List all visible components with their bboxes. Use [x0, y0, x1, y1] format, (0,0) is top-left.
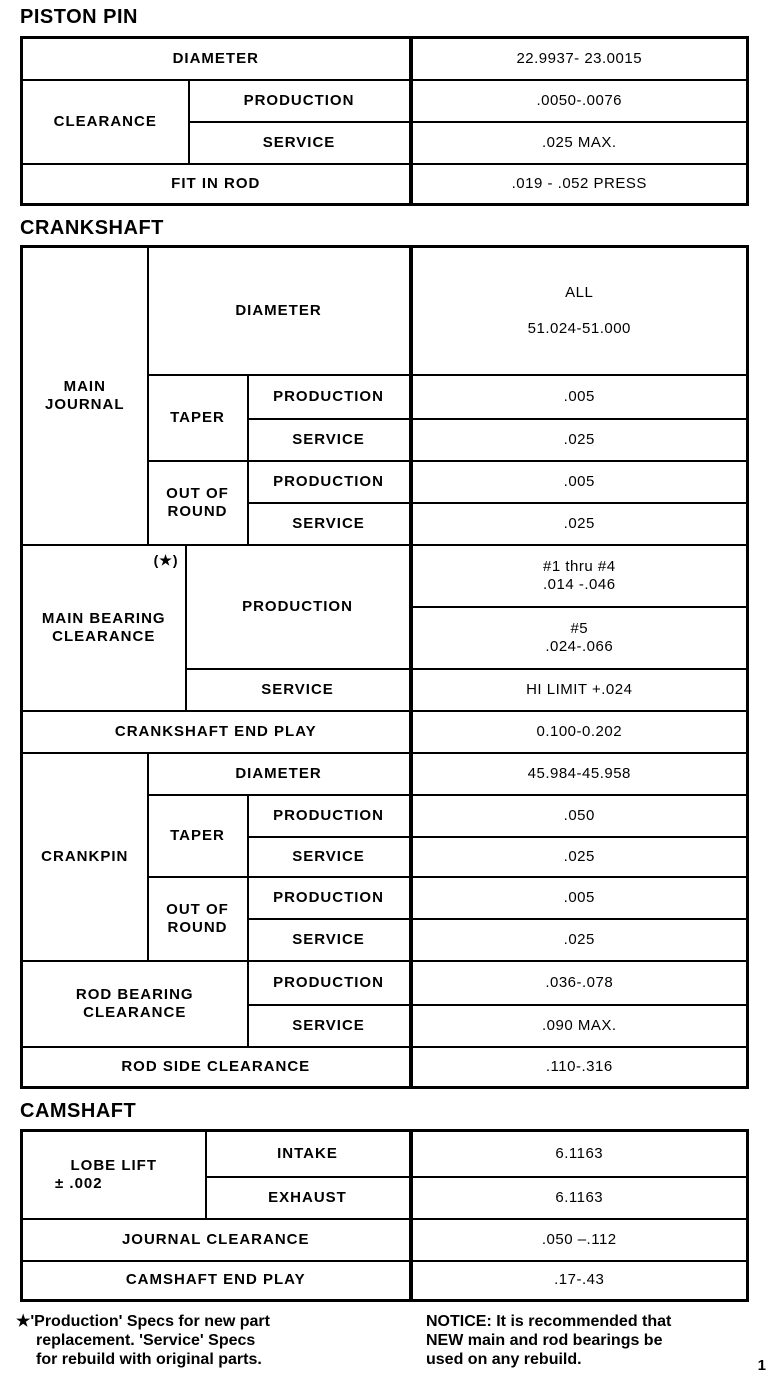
- exhaust-label: EXHAUST: [206, 1177, 411, 1219]
- star-marker: (★): [153, 551, 179, 568]
- mj-out-of-round-label: OUT OF ROUND: [148, 461, 248, 545]
- mj-diameter-value: [411, 247, 748, 375]
- mj-oor-service-label: SERVICE: [248, 503, 411, 545]
- crankshaft-table: [20, 245, 749, 1089]
- diameter-value: 22.9937- 23.0015: [411, 38, 748, 80]
- rod-bearing-clearance-label: ROD BEARING CLEARANCE: [22, 961, 248, 1047]
- mb-production-1-4-value: .014 -.046: [543, 575, 616, 593]
- mb-production-5: [411, 607, 748, 669]
- diameter-label: DIAMETER: [22, 38, 411, 80]
- cp-oor-production-value: .005: [411, 877, 748, 919]
- mj-taper-service-label: SERVICE: [248, 419, 411, 461]
- cp-oor-production-label: PRODUCTION: [248, 877, 411, 919]
- table-row: [22, 80, 748, 122]
- mb-service-label: SERVICE: [186, 669, 411, 711]
- crankshaft-end-play-value: 0.100-0.202: [411, 711, 748, 753]
- main-journal-label: MAIN JOURNAL: [22, 247, 148, 545]
- journal-clearance-label: JOURNAL CLEARANCE: [22, 1219, 411, 1261]
- mj-oor-production-value: .005: [411, 461, 748, 503]
- rod-side-clearance-value: .110-.316: [411, 1047, 748, 1088]
- mj-taper-production-value: .005: [411, 375, 748, 419]
- intake-label: INTAKE: [206, 1131, 411, 1177]
- cp-diameter-value: 45.984-45.958: [411, 753, 748, 795]
- table-row: [22, 247, 748, 375]
- rod-side-clearance-label: ROD SIDE CLEARANCE: [22, 1047, 411, 1088]
- intake-value: 6.1163: [411, 1131, 748, 1177]
- rb-production-label: PRODUCTION: [248, 961, 411, 1005]
- rb-service-value: .090 MAX.: [411, 1005, 748, 1047]
- notice-footnote: [426, 1312, 671, 1369]
- crankshaft-title: CRANKSHAFT: [20, 217, 164, 239]
- mb-production-5-value: .024-.066: [545, 637, 614, 655]
- main-bearing-label-text: MAIN BEARING CLEARANCE: [41, 609, 166, 645]
- mb-production-1-4-label: #1 thru #4: [543, 557, 616, 575]
- mb-production-1-4: [411, 545, 748, 607]
- table-row: [22, 1219, 748, 1261]
- exhaust-value: 6.1163: [411, 1177, 748, 1219]
- footnote-line: used on any rebuild.: [426, 1351, 582, 1368]
- crankshaft-end-play-label: CRANKSHAFT END PLAY: [22, 711, 411, 753]
- table-row: [22, 711, 748, 753]
- crankpin-label: CRANKPIN: [22, 753, 148, 961]
- table-row: [22, 1131, 748, 1177]
- mj-taper-service-value: .025: [411, 419, 748, 461]
- footnote-line: replacement. 'Service' Specs: [36, 1332, 256, 1349]
- mj-taper-label: TAPER: [148, 375, 248, 461]
- table-row: [22, 961, 748, 1005]
- fit-in-rod-value: .019 - .052 PRESS: [411, 164, 748, 205]
- camshaft-title: CAMSHAFT: [20, 1100, 137, 1122]
- piston-pin-table: [20, 36, 749, 206]
- lobe-lift-text: LOBE LIFT: [70, 1156, 157, 1174]
- table-row: [22, 1047, 748, 1088]
- cp-out-of-round-label: OUT OF ROUND: [148, 877, 248, 961]
- mj-taper-production-label: PRODUCTION: [248, 375, 411, 419]
- cp-diameter-label: DIAMETER: [148, 753, 411, 795]
- mb-production-label: PRODUCTION: [186, 545, 411, 669]
- mj-oor-production-label: PRODUCTION: [248, 461, 411, 503]
- table-row: [22, 38, 748, 80]
- footnote-line: NOTICE: It is recommended that: [426, 1313, 672, 1330]
- clearance-label: CLEARANCE: [22, 80, 189, 164]
- table-row: [22, 164, 748, 205]
- production-service-footnote: [16, 1312, 270, 1369]
- table-row: [22, 1261, 748, 1301]
- mj-diameter-all: ALL: [565, 283, 594, 301]
- table-row: [22, 753, 748, 795]
- camshaft-end-play-label: CAMSHAFT END PLAY: [22, 1261, 411, 1301]
- page-number: 1: [757, 1357, 766, 1374]
- journal-clearance-value: .050 –.112: [411, 1219, 748, 1261]
- lobe-lift-label: [22, 1131, 206, 1219]
- camshaft-end-play-value: .17-.43: [411, 1261, 748, 1301]
- cp-taper-label: TAPER: [148, 795, 248, 877]
- production-value: .0050-.0076: [411, 80, 748, 122]
- mb-production-5-label: #5: [570, 619, 589, 637]
- rb-production-value: .036-.078: [411, 961, 748, 1005]
- mj-oor-service-value: .025: [411, 503, 748, 545]
- fit-in-rod-label: FIT IN ROD: [22, 164, 411, 205]
- piston-pin-title: PISTON PIN: [20, 6, 138, 28]
- camshaft-table: [20, 1129, 749, 1302]
- cp-taper-production-value: .050: [411, 795, 748, 837]
- mb-service-value: HI LIMIT +.024: [411, 669, 748, 711]
- cp-taper-service-value: .025: [411, 837, 748, 877]
- main-bearing-clearance-label: [22, 545, 186, 711]
- rb-service-label: SERVICE: [248, 1005, 411, 1047]
- mj-diameter-range: 51.024-51.000: [527, 319, 631, 337]
- footnote-line: NEW main and rod bearings be: [426, 1332, 663, 1349]
- table-row: [22, 545, 748, 607]
- footnote-line: for rebuild with original parts.: [36, 1351, 262, 1368]
- cp-taper-service-label: SERVICE: [248, 837, 411, 877]
- cp-oor-service-label: SERVICE: [248, 919, 411, 961]
- cp-oor-service-value: .025: [411, 919, 748, 961]
- service-label: SERVICE: [189, 122, 411, 164]
- service-value: .025 MAX.: [411, 122, 748, 164]
- lobe-lift-tolerance: ± .002: [55, 1174, 103, 1192]
- production-label: PRODUCTION: [189, 80, 411, 122]
- cp-taper-production-label: PRODUCTION: [248, 795, 411, 837]
- mj-diameter-label: DIAMETER: [148, 247, 411, 375]
- footnote-line: ★'Production' Specs for new part: [16, 1313, 270, 1330]
